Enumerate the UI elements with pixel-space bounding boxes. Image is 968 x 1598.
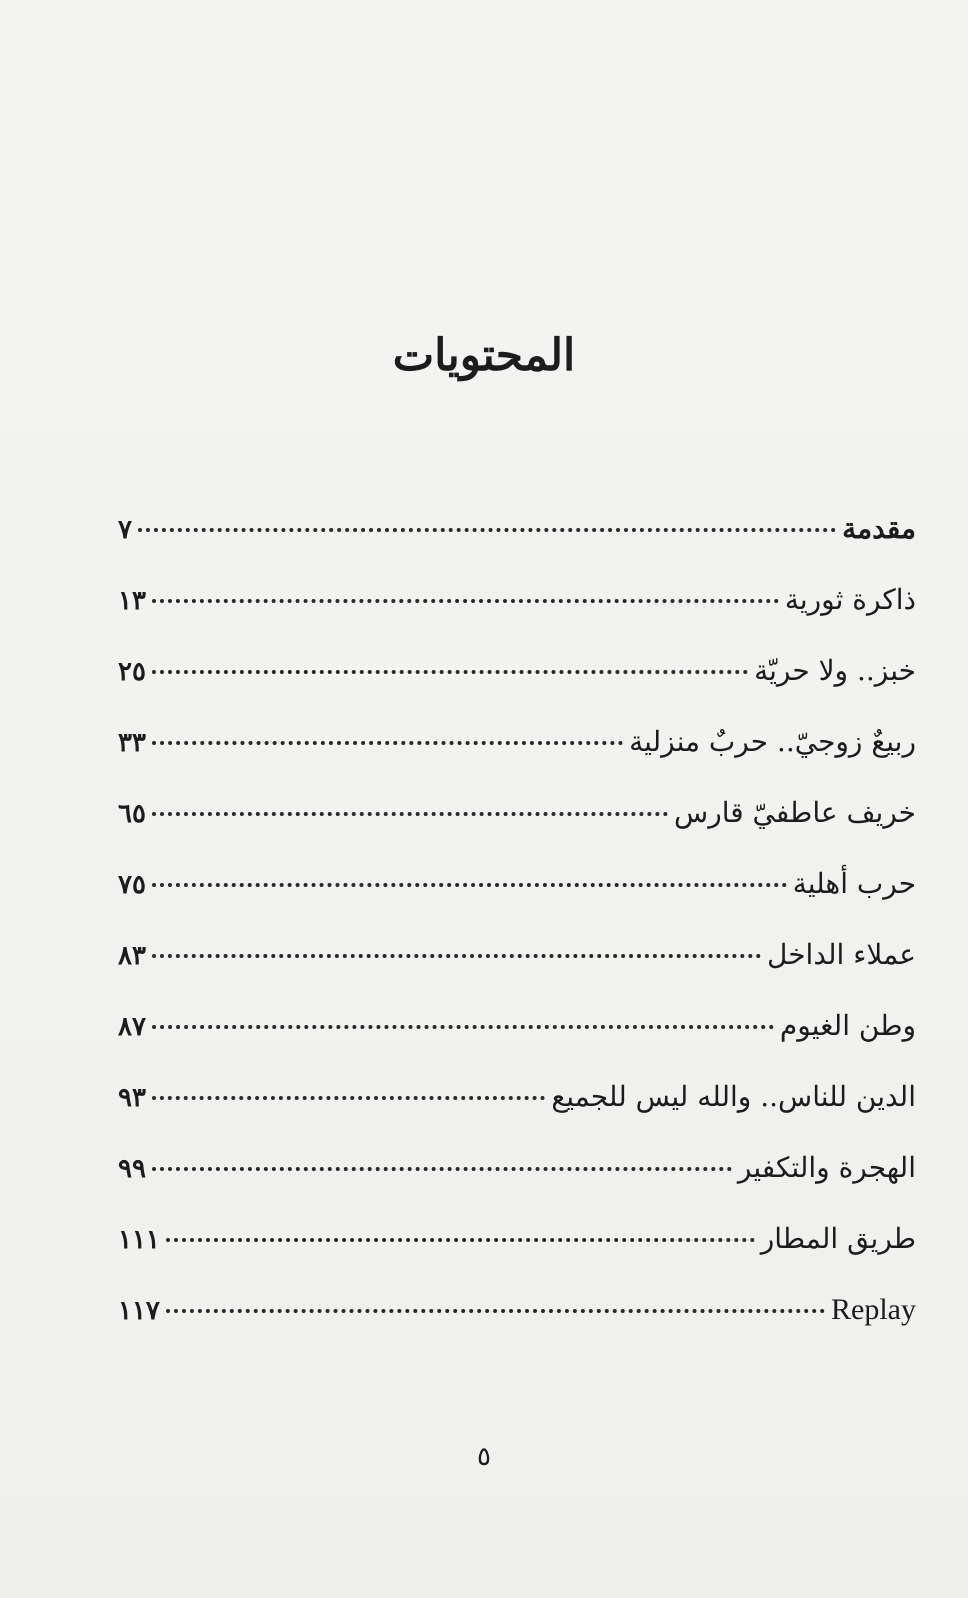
toc-entry-page: ٢٥ [118,657,146,687]
toc-entry-page: ٧٥ [118,870,146,900]
toc-entry-title: عملاء الداخل [767,938,916,971]
toc-entry-title: خبز.. ولا حريّة [754,654,916,687]
toc-entry [118,512,916,583]
toc-entry-title: الهجرة والتكفير [737,1151,916,1184]
toc-entry [118,1009,916,1080]
toc-dot-leader [152,954,761,958]
toc-entry-page: ٨٧ [118,1012,146,1042]
page-number: ٥ [477,1442,491,1472]
toc-entry [118,1080,916,1151]
toc-entry-title: مقدمة [842,512,916,545]
toc-dot-leader [152,883,787,887]
toc-entry-page: ١٣ [118,586,146,616]
toc-entry [118,1222,916,1293]
toc-entry [118,583,916,654]
toc-dot-leader [152,1025,774,1029]
toc-entry-page: ٩٩ [118,1154,146,1184]
toc-dot-leader [152,812,668,816]
toc-entry [118,654,916,725]
page-title: المحتويات [392,330,576,381]
toc-entry [118,1151,916,1222]
toc-dot-leader [166,1238,755,1242]
toc-entry-page: ١١٧ [118,1296,160,1326]
toc-entry-page: ٧ [118,515,132,545]
toc-dot-leader [152,1096,545,1100]
toc-entry-title: الدين للناس.. والله ليس للجميع [551,1080,916,1113]
toc-dot-leader [152,599,779,603]
toc-entry-title: ربيعٌ زوجيّ.. حربٌ منزلية [629,725,916,758]
toc-entry-title: حرب أهلية [792,867,916,900]
toc-dot-leader [152,670,748,674]
toc-entry-page: ٩٣ [118,1083,146,1113]
toc-entry [118,1293,916,1364]
table-of-contents [118,512,916,1364]
toc-entry [118,796,916,867]
toc-entry-title: ذاكرة ثورية [784,583,916,616]
toc-entry-title: خريف عاطفيّ قارس [674,796,916,829]
toc-entry [118,725,916,796]
toc-entry-page: ٨٣ [118,941,146,971]
toc-entry-title: طريق المطار [760,1222,916,1255]
toc-entry-page: ١١١ [118,1225,160,1255]
toc-dot-leader [152,1167,732,1171]
toc-dot-leader [152,741,623,745]
toc-entry-title: Replay [831,1293,916,1326]
toc-entry [118,867,916,938]
toc-entry [118,938,916,1009]
toc-dot-leader [166,1309,825,1313]
toc-dot-leader [138,528,836,532]
toc-entry-title: وطن الغيوم [779,1009,916,1042]
toc-entry-page: ٣٣ [118,728,146,758]
toc-entry-page: ٦٥ [118,799,146,829]
